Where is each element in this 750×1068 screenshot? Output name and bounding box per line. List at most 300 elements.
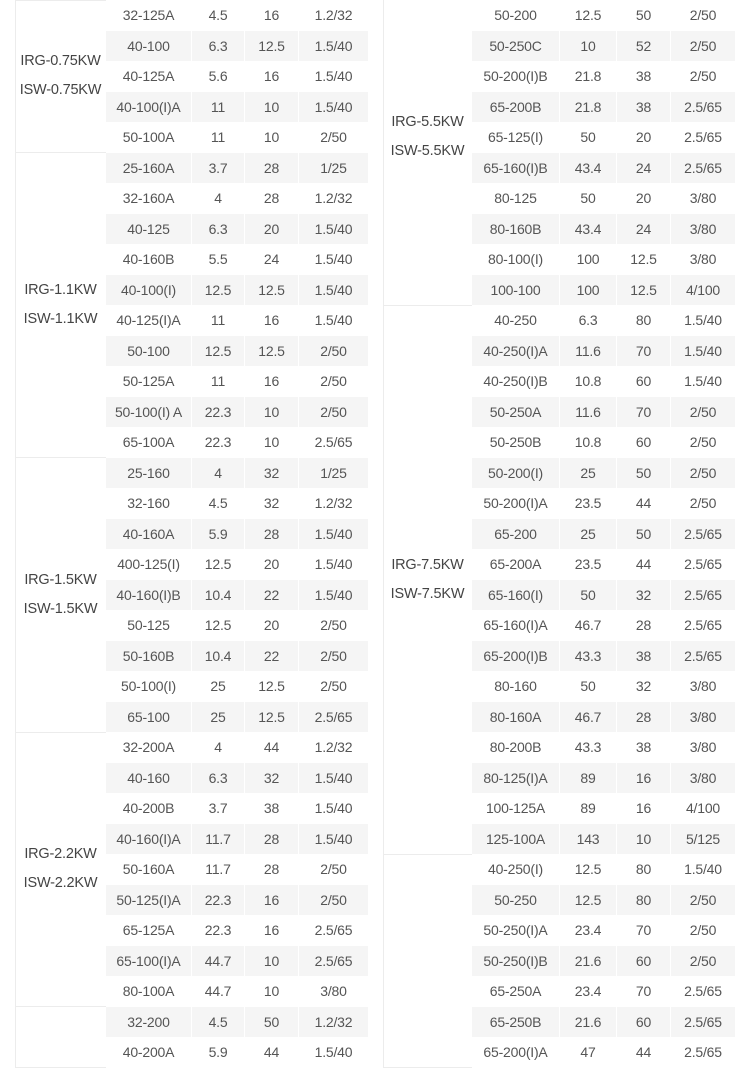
pipe-size-cell: 2.5/65: [299, 427, 369, 458]
pump-type-cell: 40-160(I)A: [106, 824, 192, 855]
pump-type-cell: 25-160A: [106, 153, 192, 184]
pump-type-cell: 65-250A: [472, 976, 560, 1007]
pipe-size-cell: 2.5/65: [299, 702, 369, 733]
model-irg-label: IRG-5.5KW: [391, 114, 464, 131]
head-cell: 20: [245, 610, 299, 641]
pipe-size-cell: 2/50: [671, 488, 736, 519]
pipe-size-cell: 2/50: [299, 397, 369, 428]
flow-cell: 5.9: [192, 519, 245, 550]
pipe-size-cell: 1.5/40: [671, 854, 736, 885]
flow-cell: 11: [192, 92, 245, 123]
model-cell: [16, 458, 106, 733]
pipe-size-cell: 2.5/65: [671, 153, 736, 184]
pump-type-cell: 65-200: [472, 519, 560, 550]
pump-type-cell: 65-200(I)B: [472, 641, 560, 672]
pump-type-cell: 50-200: [472, 0, 560, 31]
flow-cell: 23.5: [560, 549, 617, 580]
pump-type-cell: 40-100: [106, 31, 192, 62]
pump-type-cell: 400-125(I): [106, 549, 192, 580]
pump-type-cell: 40-125A: [106, 61, 192, 92]
flow-cell: 22.3: [192, 885, 245, 916]
pipe-size-cell: 1.5/40: [299, 244, 369, 275]
pipe-size-cell: 1.5/40: [299, 580, 369, 611]
flow-cell: 23.5: [560, 488, 617, 519]
pipe-size-cell: 1/25: [299, 458, 369, 489]
model-isw-label: ISW-0.75KW: [19, 82, 102, 99]
flow-cell: 22.3: [192, 397, 245, 428]
head-cell: 60: [617, 366, 671, 397]
flow-cell: 3.7: [192, 153, 245, 184]
flow-cell: 4: [192, 458, 245, 489]
head-cell: 16: [245, 885, 299, 916]
head-cell: 44: [617, 1037, 671, 1068]
pump-type-cell: 50-160B: [106, 641, 192, 672]
head-cell: 10: [617, 824, 671, 855]
pipe-size-cell: 2.5/65: [671, 976, 736, 1007]
head-cell: 20: [245, 214, 299, 245]
model-cell: [384, 305, 472, 854]
flow-cell: 10.4: [192, 641, 245, 672]
pipe-size-cell: 1.5/40: [299, 214, 369, 245]
flow-cell: 50: [560, 183, 617, 214]
pump-type-cell: 50-250B: [472, 427, 560, 458]
pipe-size-cell: 2/50: [671, 31, 736, 62]
flow-cell: 43.3: [560, 641, 617, 672]
pipe-size-cell: 2/50: [299, 366, 369, 397]
flow-cell: 50: [560, 671, 617, 702]
head-cell: 28: [245, 519, 299, 550]
pump-type-cell: 50-125A: [106, 366, 192, 397]
pump-type-cell: 40-160A: [106, 519, 192, 550]
head-cell: 32: [245, 458, 299, 489]
head-cell: 10: [245, 92, 299, 123]
head-cell: 70: [617, 336, 671, 367]
flow-cell: 23.4: [560, 915, 617, 946]
pipe-size-cell: 1.5/40: [299, 549, 369, 580]
pump-type-cell: 40-250: [472, 305, 560, 336]
pump-type-cell: 100-100: [472, 275, 560, 306]
pump-type-cell: 65-160(I)B: [472, 153, 560, 184]
head-cell: 20: [617, 183, 671, 214]
pump-type-cell: 40-100(I)A: [106, 92, 192, 123]
pipe-size-cell: 2/50: [299, 610, 369, 641]
flow-cell: 47: [560, 1037, 617, 1068]
pump-type-cell: 65-200A: [472, 549, 560, 580]
pump-type-cell: 32-160A: [106, 183, 192, 214]
pipe-size-cell: 1.5/40: [299, 305, 369, 336]
flow-cell: 21.8: [560, 92, 617, 123]
table-row: [16, 458, 369, 489]
table-row: [384, 854, 736, 885]
pump-type-cell: 50-200(I)B: [472, 61, 560, 92]
pump-type-cell: 50-125(I)A: [106, 885, 192, 916]
pipe-size-cell: 1.2/32: [299, 488, 369, 519]
flow-cell: 4: [192, 183, 245, 214]
flow-cell: 25: [560, 519, 617, 550]
head-cell: 32: [245, 488, 299, 519]
flow-cell: 4.5: [192, 488, 245, 519]
pump-type-cell: 50-125: [106, 610, 192, 641]
flow-cell: 46.7: [560, 610, 617, 641]
head-cell: 44: [617, 488, 671, 519]
pipe-size-cell: 1.5/40: [299, 763, 369, 794]
flow-cell: 3.7: [192, 793, 245, 824]
pump-type-cell: 100-125A: [472, 793, 560, 824]
pump-type-cell: 65-200B: [472, 92, 560, 123]
pipe-size-cell: 2.5/65: [671, 519, 736, 550]
pipe-size-cell: 3/80: [671, 732, 736, 763]
pump-type-cell: 40-100(I): [106, 275, 192, 306]
head-cell: 16: [617, 793, 671, 824]
pump-type-cell: 40-160: [106, 763, 192, 794]
pump-type-cell: 80-200B: [472, 732, 560, 763]
pump-type-cell: 80-160A: [472, 702, 560, 733]
model-irg-label: IRG-7.5KW: [391, 556, 464, 573]
flow-cell: 43.3: [560, 732, 617, 763]
head-cell: 16: [245, 0, 299, 31]
flow-cell: 4.5: [192, 0, 245, 31]
flow-cell: 12.5: [560, 0, 617, 31]
flow-cell: 6.3: [192, 31, 245, 62]
head-cell: 38: [617, 92, 671, 123]
pipe-size-cell: 1.5/40: [299, 61, 369, 92]
pipe-size-cell: 1.5/40: [299, 275, 369, 306]
pipe-size-cell: 2.5/65: [299, 946, 369, 977]
pipe-size-cell: 1.5/40: [671, 305, 736, 336]
pump-type-cell: 50-200(I)A: [472, 488, 560, 519]
head-cell: 28: [617, 610, 671, 641]
model-isw-label: ISW-2.2KW: [23, 875, 98, 892]
flow-cell: 5.6: [192, 61, 245, 92]
flow-cell: 44.7: [192, 976, 245, 1007]
head-cell: 12.5: [617, 244, 671, 275]
head-cell: 24: [617, 214, 671, 245]
flow-cell: 10.8: [560, 366, 617, 397]
model-irg-label: IRG-2.2KW: [24, 846, 97, 863]
pipe-size-cell: 2/50: [671, 885, 736, 916]
head-cell: 16: [245, 305, 299, 336]
pump-type-cell: 80-100A: [106, 976, 192, 1007]
pipe-size-cell: 1.2/32: [299, 1007, 369, 1038]
flow-cell: 21.6: [560, 1007, 617, 1038]
pump-type-cell: 50-200(I): [472, 458, 560, 489]
head-cell: 44: [245, 1037, 299, 1068]
flow-cell: 21.8: [560, 61, 617, 92]
flow-cell: 4.5: [192, 1007, 245, 1038]
pump-type-cell: 50-250: [472, 885, 560, 916]
flow-cell: 10.8: [560, 427, 617, 458]
flow-cell: 11: [192, 305, 245, 336]
head-cell: 20: [617, 122, 671, 153]
pipe-size-cell: 2/50: [671, 946, 736, 977]
head-cell: 70: [617, 397, 671, 428]
pipe-size-cell: 3/80: [671, 214, 736, 245]
pump-type-cell: 40-250(I)A: [472, 336, 560, 367]
head-cell: 12.5: [245, 671, 299, 702]
pipe-size-cell: 3/80: [671, 702, 736, 733]
head-cell: 10: [245, 427, 299, 458]
flow-cell: 12.5: [192, 610, 245, 641]
pipe-size-cell: 2/50: [671, 427, 736, 458]
pipe-size-cell: 2.5/65: [671, 641, 736, 672]
pipe-size-cell: 2.5/65: [671, 549, 736, 580]
flow-cell: 11.6: [560, 397, 617, 428]
pipe-size-cell: 2/50: [299, 122, 369, 153]
pipe-size-cell: 2/50: [299, 671, 369, 702]
pipe-size-cell: 2/50: [671, 458, 736, 489]
table-row: [384, 305, 736, 336]
head-cell: 60: [617, 946, 671, 977]
pipe-size-cell: 2.5/65: [671, 92, 736, 123]
pipe-size-cell: 2/50: [299, 885, 369, 916]
head-cell: 32: [617, 671, 671, 702]
pump-type-cell: 32-200A: [106, 732, 192, 763]
head-cell: 80: [617, 305, 671, 336]
flow-cell: 12.5: [192, 275, 245, 306]
pump-type-cell: 80-160B: [472, 214, 560, 245]
head-cell: 50: [617, 519, 671, 550]
pump-type-cell: 40-125: [106, 214, 192, 245]
pipe-size-cell: 1.2/32: [299, 183, 369, 214]
head-cell: 28: [617, 702, 671, 733]
pipe-size-cell: 4/100: [671, 793, 736, 824]
flow-cell: 43.4: [560, 153, 617, 184]
pump-type-cell: 40-160B: [106, 244, 192, 275]
head-cell: 50: [245, 1007, 299, 1038]
pipe-size-cell: 3/80: [671, 671, 736, 702]
pump-type-cell: 40-250(I)B: [472, 366, 560, 397]
pump-type-cell: 65-125A: [106, 915, 192, 946]
pipe-size-cell: 5/125: [671, 824, 736, 855]
pipe-size-cell: 2.5/65: [671, 580, 736, 611]
pipe-size-cell: 2/50: [671, 61, 736, 92]
pipe-size-cell: 1.5/40: [299, 519, 369, 550]
pipe-size-cell: 1.5/40: [299, 793, 369, 824]
pipe-size-cell: 2/50: [671, 0, 736, 31]
pipe-size-cell: 2.5/65: [671, 1037, 736, 1068]
flow-cell: 12.5: [192, 336, 245, 367]
head-cell: 12.5: [617, 275, 671, 306]
model-cell: [16, 0, 106, 153]
head-cell: 80: [617, 885, 671, 916]
model-isw-label: ISW-1.1KW: [23, 311, 98, 327]
pipe-size-cell: 1.5/40: [671, 336, 736, 367]
flow-cell: 21.6: [560, 946, 617, 977]
model-irg-label: IRG-1.1KW: [24, 282, 97, 298]
flow-cell: 10.4: [192, 580, 245, 611]
pump-type-cell: 50-160A: [106, 854, 192, 885]
pipe-size-cell: 2/50: [299, 641, 369, 672]
flow-cell: 46.7: [560, 702, 617, 733]
pump-type-cell: 50-250(I)B: [472, 946, 560, 977]
model-cell: [16, 1007, 106, 1068]
pipe-size-cell: 1.2/32: [299, 732, 369, 763]
pipe-size-cell: 1.5/40: [299, 92, 369, 123]
pipe-size-cell: 2/50: [671, 915, 736, 946]
head-cell: 16: [245, 366, 299, 397]
flow-cell: 25: [192, 671, 245, 702]
model-cell: [16, 153, 106, 458]
pump-type-cell: 40-125(I)A: [106, 305, 192, 336]
pump-spec-table-left: [15, 0, 369, 1068]
flow-cell: 89: [560, 793, 617, 824]
pump-type-cell: 65-160(I): [472, 580, 560, 611]
pipe-size-cell: 4/100: [671, 275, 736, 306]
head-cell: 28: [245, 183, 299, 214]
pump-type-cell: 65-200(I)A: [472, 1037, 560, 1068]
pump-type-cell: 65-100: [106, 702, 192, 733]
pump-type-cell: 125-100A: [472, 824, 560, 855]
flow-cell: 25: [192, 702, 245, 733]
flow-cell: 143: [560, 824, 617, 855]
head-cell: 22: [245, 641, 299, 672]
head-cell: 28: [245, 824, 299, 855]
pipe-size-cell: 3/80: [671, 763, 736, 794]
flow-cell: 6.3: [192, 214, 245, 245]
head-cell: 80: [617, 854, 671, 885]
head-cell: 28: [245, 153, 299, 184]
pump-type-cell: 65-125(I): [472, 122, 560, 153]
pipe-size-cell: 1/25: [299, 153, 369, 184]
pump-type-cell: 80-125(I)A: [472, 763, 560, 794]
pump-type-cell: 40-200A: [106, 1037, 192, 1068]
flow-cell: 11.7: [192, 854, 245, 885]
model-irg-label: IRG-1.5KW: [24, 571, 97, 588]
flow-cell: 23.4: [560, 976, 617, 1007]
pipe-size-cell: 2.5/65: [671, 122, 736, 153]
pipe-size-cell: 2/50: [671, 397, 736, 428]
flow-cell: 11: [192, 366, 245, 397]
flow-cell: 43.4: [560, 214, 617, 245]
pump-type-cell: 32-160: [106, 488, 192, 519]
flow-cell: 4: [192, 732, 245, 763]
head-cell: 24: [617, 153, 671, 184]
flow-cell: 12.5: [192, 549, 245, 580]
pipe-size-cell: 3/80: [299, 976, 369, 1007]
pump-type-cell: 65-160(I)A: [472, 610, 560, 641]
head-cell: 10: [245, 976, 299, 1007]
head-cell: 44: [245, 732, 299, 763]
head-cell: 32: [245, 763, 299, 794]
pump-type-cell: 50-100(I) A: [106, 397, 192, 428]
flow-cell: 6.3: [192, 763, 245, 794]
model-isw-label: ISW-7.5KW: [390, 585, 465, 602]
pipe-size-cell: 2.5/65: [671, 610, 736, 641]
pump-type-cell: 50-100A: [106, 122, 192, 153]
flow-cell: 100: [560, 244, 617, 275]
head-cell: 22: [245, 580, 299, 611]
pump-type-cell: 80-125: [472, 183, 560, 214]
flow-cell: 11.7: [192, 824, 245, 855]
table-row: [16, 0, 369, 31]
pipe-size-cell: 2.5/65: [299, 915, 369, 946]
pump-type-cell: 50-100(I): [106, 671, 192, 702]
pipe-size-cell: 2/50: [299, 336, 369, 367]
pump-type-cell: 80-100(I): [472, 244, 560, 275]
flow-cell: 12.5: [560, 854, 617, 885]
head-cell: 38: [245, 793, 299, 824]
head-cell: 70: [617, 915, 671, 946]
head-cell: 50: [617, 458, 671, 489]
pump-type-cell: 40-160(I)B: [106, 580, 192, 611]
flow-cell: 22.3: [192, 427, 245, 458]
pipe-size-cell: 1.5/40: [299, 31, 369, 62]
pump-type-cell: 50-250A: [472, 397, 560, 428]
pipe-size-cell: 2.5/65: [671, 1007, 736, 1038]
head-cell: 28: [245, 854, 299, 885]
head-cell: 12.5: [245, 702, 299, 733]
head-cell: 52: [617, 31, 671, 62]
flow-cell: 11: [192, 122, 245, 153]
model-isw-label: ISW-1.5KW: [23, 600, 98, 617]
pump-type-cell: 32-125A: [106, 0, 192, 31]
flow-cell: 12.5: [560, 885, 617, 916]
flow-cell: 22.3: [192, 915, 245, 946]
pump-type-cell: 80-160: [472, 671, 560, 702]
flow-cell: 44.7: [192, 946, 245, 977]
pump-type-cell: 32-200: [106, 1007, 192, 1038]
flow-cell: 10: [560, 31, 617, 62]
pump-type-cell: 50-250(I)A: [472, 915, 560, 946]
model-cell: [16, 732, 106, 1007]
head-cell: 44: [617, 549, 671, 580]
head-cell: 16: [617, 763, 671, 794]
pipe-size-cell: 1.5/40: [671, 366, 736, 397]
head-cell: 12.5: [245, 336, 299, 367]
flow-cell: 11.6: [560, 336, 617, 367]
head-cell: 70: [617, 976, 671, 1007]
pump-type-cell: 25-160: [106, 458, 192, 489]
head-cell: 20: [245, 549, 299, 580]
flow-cell: 5.9: [192, 1037, 245, 1068]
model-irg-label: IRG-0.75KW: [20, 53, 101, 70]
pipe-size-cell: 3/80: [671, 183, 736, 214]
table-row: [16, 1007, 369, 1038]
head-cell: 32: [617, 580, 671, 611]
flow-cell: 5.5: [192, 244, 245, 275]
pump-type-cell: 40-200B: [106, 793, 192, 824]
head-cell: 10: [245, 122, 299, 153]
model-isw-label: ISW-5.5KW: [390, 143, 465, 160]
pump-type-cell: 50-250C: [472, 31, 560, 62]
pump-spec-table-right: [383, 0, 736, 1068]
flow-cell: 25: [560, 458, 617, 489]
pump-type-cell: 65-100A: [106, 427, 192, 458]
pipe-size-cell: 1.2/32: [299, 0, 369, 31]
head-cell: 60: [617, 427, 671, 458]
head-cell: 60: [617, 1007, 671, 1038]
flow-cell: 100: [560, 275, 617, 306]
pump-type-cell: 50-100: [106, 336, 192, 367]
head-cell: 10: [245, 397, 299, 428]
flow-cell: 50: [560, 580, 617, 611]
pump-type-cell: 65-250B: [472, 1007, 560, 1038]
pipe-size-cell: 3/80: [671, 244, 736, 275]
head-cell: 38: [617, 641, 671, 672]
model-cell: [384, 0, 472, 305]
flow-cell: 6.3: [560, 305, 617, 336]
head-cell: 12.5: [245, 275, 299, 306]
flow-cell: 50: [560, 122, 617, 153]
pump-type-cell: 65-100(I)A: [106, 946, 192, 977]
pipe-size-cell: 2/50: [299, 854, 369, 885]
pump-type-cell: 40-250(I): [472, 854, 560, 885]
pipe-size-cell: 1.5/40: [299, 824, 369, 855]
head-cell: 50: [617, 0, 671, 31]
model-cell: [384, 854, 472, 1068]
head-cell: 16: [245, 915, 299, 946]
head-cell: 38: [617, 61, 671, 92]
